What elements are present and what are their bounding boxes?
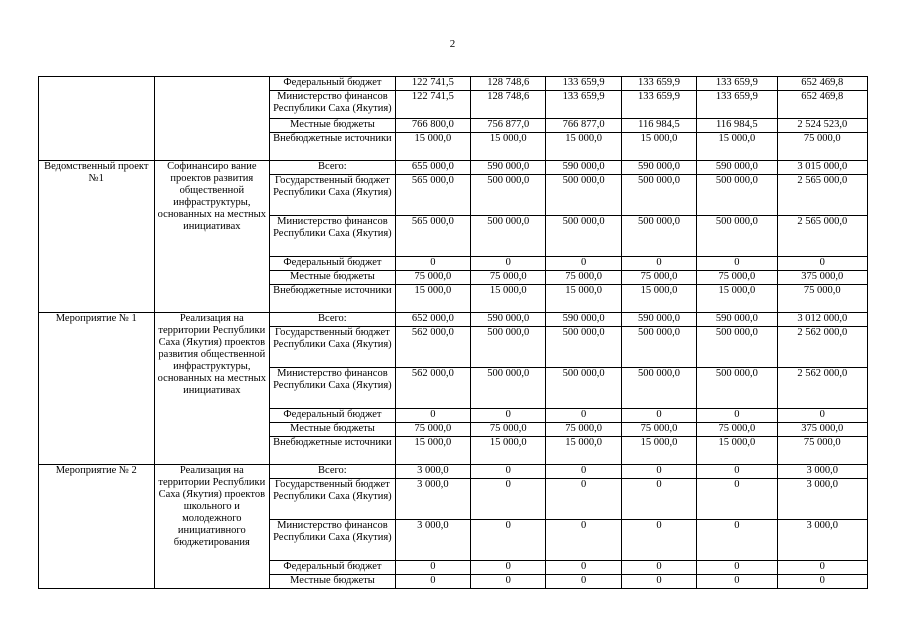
budget-table	[38, 76, 868, 589]
amount-cell: 590 000,0	[697, 313, 777, 327]
funding-source: Всего:	[270, 313, 396, 327]
amount-cell: 15 000,0	[471, 285, 546, 313]
amount-cell: 2 562 000,0	[777, 327, 868, 368]
amount-cell: 500 000,0	[697, 216, 777, 257]
table-row	[39, 313, 868, 327]
amount-cell: 0	[621, 520, 696, 561]
amount-cell: 590 000,0	[471, 161, 546, 175]
funding-source: Государственный бюджет Республики Саха (Якутия)	[270, 327, 396, 368]
funding-source: Внебюджетные источники	[270, 133, 396, 161]
funding-source: Министерство финансов Республики Саха (Якутия)	[270, 520, 396, 561]
amount-cell: 766 877,0	[546, 119, 621, 133]
amount-cell: 133 659,9	[621, 91, 696, 119]
amount-cell: 500 000,0	[546, 368, 621, 409]
amount-cell: 500 000,0	[471, 175, 546, 216]
amount-cell: 0	[697, 561, 777, 575]
funding-source: Министерство финансов Республики Саха (Якутия)	[270, 91, 396, 119]
amount-cell: 655 000,0	[395, 161, 470, 175]
amount-cell: 500 000,0	[546, 216, 621, 257]
amount-cell: 15 000,0	[697, 437, 777, 465]
amount-cell: 75 000,0	[777, 285, 868, 313]
amount-cell: 2 565 000,0	[777, 175, 868, 216]
amount-cell: 75 000,0	[697, 271, 777, 285]
funding-source: Местные бюджеты	[270, 271, 396, 285]
amount-cell: 15 000,0	[621, 437, 696, 465]
amount-cell: 75 000,0	[697, 423, 777, 437]
amount-cell: 3 012 000,0	[777, 313, 868, 327]
funding-source: Внебюджетные источники	[270, 437, 396, 465]
amount-cell: 3 000,0	[395, 479, 470, 520]
amount-cell: 133 659,9	[697, 77, 777, 91]
funding-source: Местные бюджеты	[270, 575, 396, 589]
amount-cell: 500 000,0	[621, 216, 696, 257]
amount-cell: 3 000,0	[777, 520, 868, 561]
amount-cell: 0	[471, 520, 546, 561]
amount-cell: 75 000,0	[395, 271, 470, 285]
amount-cell: 15 000,0	[395, 437, 470, 465]
amount-cell: 133 659,9	[621, 77, 696, 91]
amount-cell: 0	[546, 520, 621, 561]
amount-cell: 590 000,0	[697, 161, 777, 175]
amount-cell: 0	[471, 561, 546, 575]
amount-cell: 500 000,0	[471, 216, 546, 257]
amount-cell: 15 000,0	[621, 133, 696, 161]
amount-cell: 122 741,5	[395, 91, 470, 119]
amount-cell: 15 000,0	[395, 133, 470, 161]
amount-cell: 500 000,0	[697, 175, 777, 216]
amount-cell: 0	[395, 575, 470, 589]
amount-cell: 0	[395, 409, 470, 423]
amount-cell: 0	[697, 575, 777, 589]
amount-cell: 0	[621, 409, 696, 423]
amount-cell: 0	[621, 465, 696, 479]
amount-cell: 122 741,5	[395, 77, 470, 91]
amount-cell: 652 469,8	[777, 77, 868, 91]
amount-cell: 3 000,0	[777, 479, 868, 520]
amount-cell: 75 000,0	[471, 423, 546, 437]
funding-source: Всего:	[270, 161, 396, 175]
amount-cell: 3 000,0	[395, 465, 470, 479]
section-description: Софинансиро вание проектов развития общественной инфраструктуры, основанных на местных инициативах	[154, 161, 270, 313]
funding-source: Федеральный бюджет	[270, 561, 396, 575]
funding-source: Государственный бюджет Республики Саха (Якутия)	[270, 479, 396, 520]
funding-source: Федеральный бюджет	[270, 257, 396, 271]
amount-cell: 75 000,0	[471, 271, 546, 285]
amount-cell: 500 000,0	[697, 327, 777, 368]
amount-cell: 590 000,0	[471, 313, 546, 327]
section-title: Ведомственный проект №1	[39, 161, 155, 313]
funding-source: Министерство финансов Республики Саха (Якутия)	[270, 368, 396, 409]
amount-cell: 652 469,8	[777, 91, 868, 119]
amount-cell: 15 000,0	[697, 133, 777, 161]
amount-cell: 0	[697, 520, 777, 561]
amount-cell: 2 524 523,0	[777, 119, 868, 133]
amount-cell: 0	[546, 575, 621, 589]
amount-cell: 0	[546, 409, 621, 423]
amount-cell: 375 000,0	[777, 423, 868, 437]
amount-cell: 0	[621, 561, 696, 575]
amount-cell: 0	[471, 257, 546, 271]
amount-cell: 0	[471, 465, 546, 479]
amount-cell: 0	[621, 257, 696, 271]
amount-cell: 0	[697, 257, 777, 271]
amount-cell: 75 000,0	[546, 271, 621, 285]
amount-cell: 2 562 000,0	[777, 368, 868, 409]
funding-source: Федеральный бюджет	[270, 77, 396, 91]
amount-cell: 766 800,0	[395, 119, 470, 133]
table-row	[39, 161, 868, 175]
amount-cell: 0	[697, 409, 777, 423]
amount-cell: 0	[777, 409, 868, 423]
section-title: Мероприятие № 1	[39, 313, 155, 465]
funding-source: Местные бюджеты	[270, 119, 396, 133]
amount-cell: 590 000,0	[546, 161, 621, 175]
funding-source: Министерство финансов Республики Саха (Якутия)	[270, 216, 396, 257]
amount-cell: 116 984,5	[621, 119, 696, 133]
amount-cell: 500 000,0	[471, 368, 546, 409]
funding-source: Федеральный бюджет	[270, 409, 396, 423]
amount-cell: 15 000,0	[471, 437, 546, 465]
amount-cell: 500 000,0	[621, 327, 696, 368]
amount-cell: 562 000,0	[395, 327, 470, 368]
amount-cell: 15 000,0	[395, 285, 470, 313]
amount-cell: 590 000,0	[546, 313, 621, 327]
amount-cell: 0	[471, 479, 546, 520]
amount-cell: 75 000,0	[621, 271, 696, 285]
amount-cell: 0	[697, 479, 777, 520]
amount-cell: 565 000,0	[395, 175, 470, 216]
amount-cell: 0	[546, 257, 621, 271]
amount-cell: 3 000,0	[777, 465, 868, 479]
amount-cell: 0	[621, 479, 696, 520]
amount-cell: 0	[395, 257, 470, 271]
amount-cell: 590 000,0	[621, 161, 696, 175]
funding-source: Внебюджетные источники	[270, 285, 396, 313]
amount-cell: 75 000,0	[777, 133, 868, 161]
amount-cell: 133 659,9	[546, 77, 621, 91]
section-description	[154, 77, 270, 161]
amount-cell: 3 015 000,0	[777, 161, 868, 175]
table-row	[39, 465, 868, 479]
amount-cell: 128 748,6	[471, 91, 546, 119]
amount-cell: 15 000,0	[546, 133, 621, 161]
funding-source: Государственный бюджет Республики Саха (Якутия)	[270, 175, 396, 216]
section-title	[39, 77, 155, 161]
amount-cell: 0	[697, 465, 777, 479]
amount-cell: 2 565 000,0	[777, 216, 868, 257]
amount-cell: 0	[777, 575, 868, 589]
amount-cell: 375 000,0	[777, 271, 868, 285]
amount-cell: 75 000,0	[395, 423, 470, 437]
section-title: Мероприятие № 2	[39, 465, 155, 589]
section-description: Реализация на территории Республики Саха (Якутия) проектов школьного и молодежного инициативного бюджетирования	[154, 465, 270, 589]
amount-cell: 756 877,0	[471, 119, 546, 133]
amount-cell: 75 000,0	[621, 423, 696, 437]
amount-cell: 500 000,0	[546, 175, 621, 216]
amount-cell: 15 000,0	[546, 437, 621, 465]
amount-cell: 116 984,5	[697, 119, 777, 133]
amount-cell: 0	[621, 575, 696, 589]
amount-cell: 15 000,0	[471, 133, 546, 161]
amount-cell: 500 000,0	[546, 327, 621, 368]
amount-cell: 128 748,6	[471, 77, 546, 91]
amount-cell: 562 000,0	[395, 368, 470, 409]
section-description: Реализация на территории Республики Саха (Якутия) проектов развития общественной инфраструктуры, основанных на местных инициативах	[154, 313, 270, 465]
amount-cell: 652 000,0	[395, 313, 470, 327]
amount-cell: 0	[777, 561, 868, 575]
amount-cell: 75 000,0	[546, 423, 621, 437]
funding-source: Местные бюджеты	[270, 423, 396, 437]
amount-cell: 15 000,0	[621, 285, 696, 313]
amount-cell: 0	[546, 465, 621, 479]
amount-cell: 0	[546, 479, 621, 520]
amount-cell: 15 000,0	[697, 285, 777, 313]
amount-cell: 590 000,0	[621, 313, 696, 327]
amount-cell: 0	[777, 257, 868, 271]
amount-cell: 15 000,0	[546, 285, 621, 313]
amount-cell: 0	[471, 575, 546, 589]
amount-cell: 0	[471, 409, 546, 423]
amount-cell: 500 000,0	[621, 175, 696, 216]
amount-cell: 133 659,9	[697, 91, 777, 119]
funding-source: Всего:	[270, 465, 396, 479]
amount-cell: 0	[546, 561, 621, 575]
page-number: 2	[449, 38, 456, 50]
amount-cell: 500 000,0	[471, 327, 546, 368]
amount-cell: 3 000,0	[395, 520, 470, 561]
amount-cell: 500 000,0	[621, 368, 696, 409]
amount-cell: 565 000,0	[395, 216, 470, 257]
amount-cell: 0	[395, 561, 470, 575]
amount-cell: 500 000,0	[697, 368, 777, 409]
amount-cell: 133 659,9	[546, 91, 621, 119]
amount-cell: 75 000,0	[777, 437, 868, 465]
table-row	[39, 77, 868, 91]
